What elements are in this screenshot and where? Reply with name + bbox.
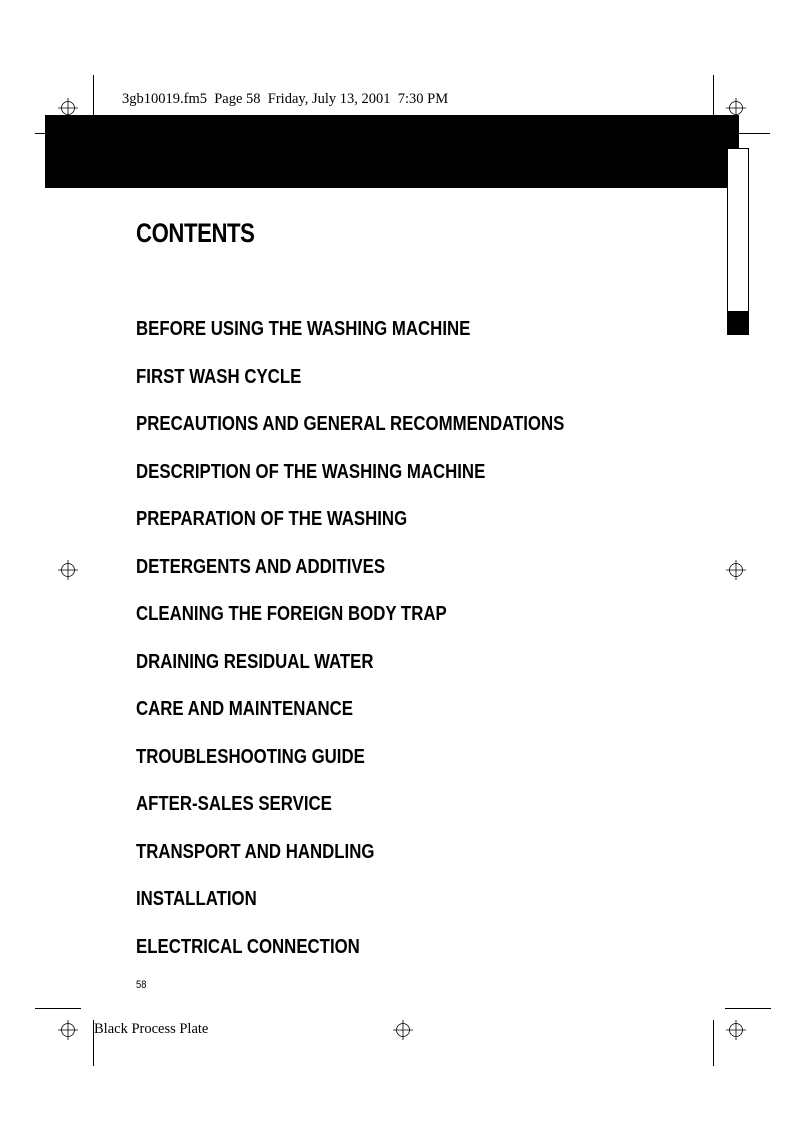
- toc-item: TROUBLESHOOTING GUIDE: [136, 745, 365, 768]
- registration-mark-icon: [57, 559, 79, 581]
- registration-mark-icon: [392, 1019, 414, 1041]
- toc-item: TRANSPORT AND HANDLING: [136, 840, 375, 863]
- crop-mark: [35, 1008, 81, 1009]
- crop-mark: [738, 133, 770, 134]
- page-title: CONTENTS: [136, 218, 255, 248]
- side-tab-marker: [727, 311, 749, 335]
- toc-item: PRECAUTIONS AND GENERAL RECOMMENDATIONS: [136, 412, 565, 435]
- toc-item: PREPARATION OF THE WASHING: [136, 507, 408, 530]
- toc-item: FIRST WASH CYCLE: [136, 365, 302, 388]
- toc-item: DESCRIPTION OF THE WASHING MACHINE: [136, 460, 486, 483]
- toc-item: BEFORE USING THE WASHING MACHINE: [136, 317, 471, 340]
- toc-item: CLEANING THE FOREIGN BODY TRAP: [136, 602, 447, 625]
- page-number: 58: [136, 979, 147, 991]
- registration-mark-icon: [725, 559, 747, 581]
- registration-mark-icon: [725, 1019, 747, 1041]
- crop-mark: [725, 1008, 771, 1009]
- print-slug: 3gb10019.fm5 Page 58 Friday, July 13, 2001 7:30 PM: [122, 91, 449, 107]
- registration-mark-icon: [57, 1019, 79, 1041]
- toc-item: CARE AND MAINTENANCE: [136, 697, 353, 720]
- toc-item: INSTALLATION: [136, 887, 257, 910]
- side-tab: [727, 148, 749, 334]
- toc-item: ELECTRICAL CONNECTION: [136, 935, 360, 958]
- toc-item: AFTER-SALES SERVICE: [136, 792, 332, 815]
- header-bar: [45, 115, 739, 188]
- crop-mark: [713, 1020, 714, 1066]
- plate-label: Black Process Plate: [94, 1021, 209, 1037]
- toc-item: DRAINING RESIDUAL WATER: [136, 650, 374, 673]
- toc-item: DETERGENTS AND ADDITIVES: [136, 555, 386, 578]
